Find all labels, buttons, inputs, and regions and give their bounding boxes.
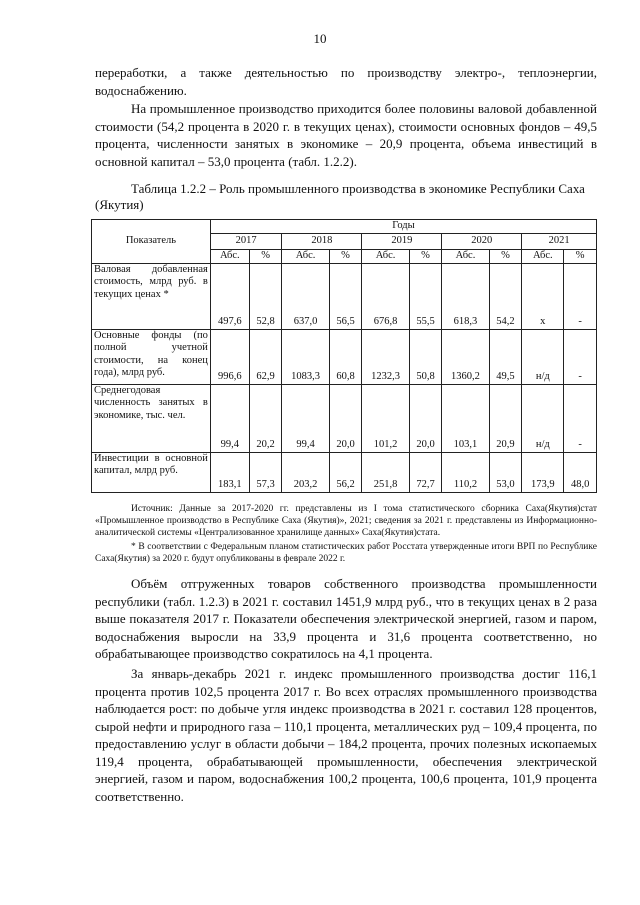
table-cell: 251,8 [362,452,409,492]
table-cell: 56,5 [329,263,362,329]
table-cell: 20,0 [329,384,362,452]
table-caption: Таблица 1.2.2 – Роль промышленного производства в экономике Республики Саха (Якутия) [95,181,585,212]
table-row [92,452,597,492]
industry-share-paragraph: На промышленное производство приходится более половины валовой добавленной стоимости (54,2 процента в 2020 г. в текущих ценах), стоимости основных фондов – 49,5 процента, численности занятых в экономике – 20,9 процента, объема инвестиций в основной капитал – 53,0 процента (табл. 1.2.2). [95,101,597,169]
table-cell: 99,4 [210,384,249,452]
table-cell: 1360,2 [442,329,489,384]
row-label: Инвестиции в основной капитал, млрд руб. [92,452,211,492]
year-header: 2020 [442,233,522,249]
page-number: 10 [313,31,327,46]
indicator-header: Показатель [92,220,211,264]
table-cell: 99,4 [282,384,329,452]
table-cell: 618,3 [442,263,489,329]
table-cell: 56,2 [329,452,362,492]
table-cell: 1232,3 [362,329,409,384]
table-cell: 637,0 [282,263,329,329]
year-header: 2017 [210,233,282,249]
row-label: Среднегодовая численность занятых в экономике, тыс. чел. [92,384,211,452]
row-label: Основные фонды (по полной учетной стоимости, на конец года), млрд руб. [92,329,211,384]
table-row [92,263,597,329]
table-cell: 497,6 [210,263,249,329]
table-cell: 54,2 [489,263,522,329]
abs-subheader: Абс. [442,249,489,263]
intro-paragraph: переработки, а также деятельностью по производству электро-, теплоэнергии, водоснабжению. [95,65,597,98]
table-cell: 49,5 [489,329,522,384]
shipped-goods-paragraph: Объём отгруженных товаров собственного производства промышленности республики (табл. 1.2.3) в 2021 г. составил 1451,9 млрд руб., что в текущих ценах в 2 раза выше показателя 2017 г. Показатели обеспечения электрической энергией, газом и паром, водоснабжения выросли на 33,9 процента и 31,6 процента соответственно, но обрабатывающее производство сократилось на 4,1 процента. [95,576,597,661]
pct-subheader: % [564,249,597,263]
table-cell: - [564,384,597,452]
table-cell: 57,3 [249,452,282,492]
table-cell: 203,2 [282,452,329,492]
table-row [92,384,597,452]
table-cell: н/д [522,384,564,452]
table-cell: 996,6 [210,329,249,384]
table-cell: х [522,263,564,329]
table-cell: 183,1 [210,452,249,492]
pct-subheader: % [489,249,522,263]
table-cell: 72,7 [409,452,442,492]
abs-subheader: Абс. [282,249,329,263]
years-header: Годы [210,220,596,234]
table-cell: - [564,329,597,384]
table-cell: 48,0 [564,452,597,492]
abs-subheader: Абс. [522,249,564,263]
table-cell: 62,9 [249,329,282,384]
table-cell: 103,1 [442,384,489,452]
table-cell: 55,5 [409,263,442,329]
table-cell: 1083,3 [282,329,329,384]
table-cell: 20,2 [249,384,282,452]
table-cell: 53,0 [489,452,522,492]
table-cell: - [564,263,597,329]
pct-subheader: % [249,249,282,263]
pct-subheader: % [409,249,442,263]
table-row [92,329,597,384]
abs-subheader: Абс. [210,249,249,263]
industry-role-table [91,219,597,493]
year-header: 2018 [282,233,362,249]
table-cell: 50,8 [409,329,442,384]
year-header: 2019 [362,233,442,249]
pct-subheader: % [329,249,362,263]
table-cell: 60,8 [329,329,362,384]
table-cell: 52,8 [249,263,282,329]
table-cell: 101,2 [362,384,409,452]
table-cell: 110,2 [442,452,489,492]
table-cell: 20,0 [409,384,442,452]
table-cell: 20,9 [489,384,522,452]
table-cell: 676,8 [362,263,409,329]
table-cell: 173,9 [522,452,564,492]
row-label: Валовая добавленная стоимость, млрд руб. в текущих ценах * [92,263,211,329]
year-header: 2021 [522,233,597,249]
table-cell: н/д [522,329,564,384]
footnote: * В соответствии с Федеральным планом статистических работ Росстата утвержденные итоги ВРП по Республике Саха(Якутия) за 2020 г. будут опубликованы в феврале 2022 г. [95,542,597,564]
source-note: Источник: Данные за 2017-2020 гг. представлены из I тома статистического сборника Саха(Якутия)стат «Промышленное производство в Республике Саха (Якутия)», 2021; сведения за 2021 г. представлены из Информационно-аналитической системы «Централизованное хранилище данных» Саха(Якутия)стата. [95,504,597,538]
production-index-paragraph: За январь-декабрь 2021 г. индекс промышленного производства достиг 116,1 процента против 102,5 процента 2017 г. Во всех отраслях промышленного производства наблюдается рост: по добыче угля индекс производства в 2021 г. составил 128 процентов, сырой нефти и природного газа – 110,1 процента, металлических руд – 109,4 процента, по предоставлению услуг в области добычи – 184,2 процента, прочих полезных ископаемых 119,4 процента, обрабатывающей промышленности, обеспечения электрической энергией, газом и паром, водоснабжения 100,2 процента, 100,6 процента, 101,9 процента соответственно. [95,666,597,804]
abs-subheader: Абс. [362,249,409,263]
